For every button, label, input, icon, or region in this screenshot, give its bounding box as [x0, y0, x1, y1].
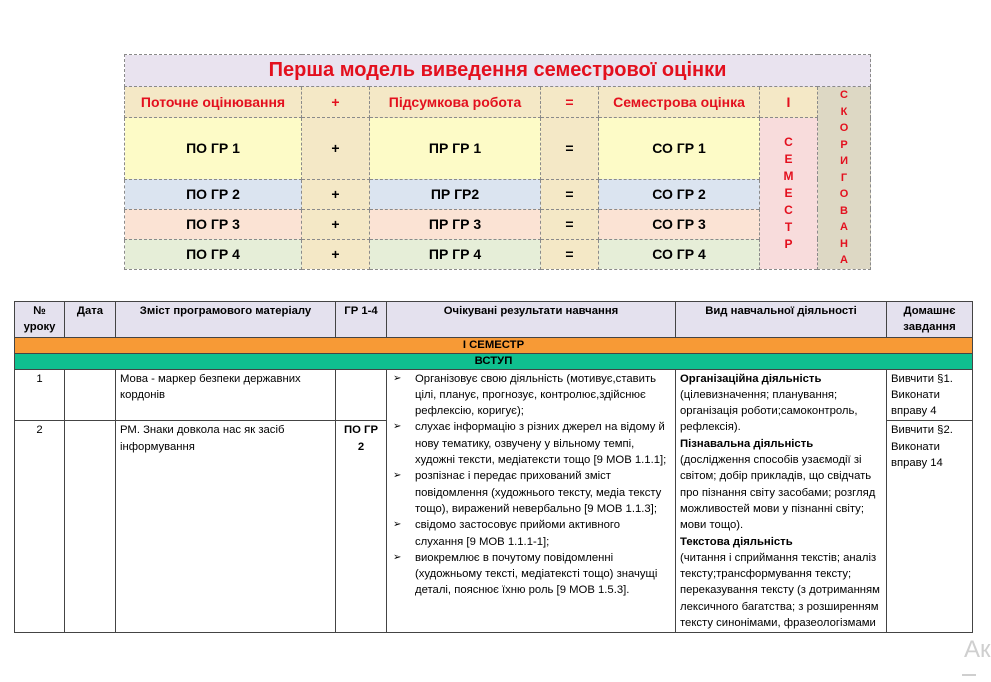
semester-band: І СЕМЕСТР — [15, 337, 973, 353]
lesson-number: 2 — [15, 421, 65, 633]
activity-text: (читання і сприймання текстів; аналіз тексту;трансформування тексту; переказування тексту (з дотриманням лексичного багатства; з розширенням тексту синонімами, фразеологізмами — [680, 551, 880, 630]
model-cell: + — [302, 118, 370, 180]
result-item: ➢ Організовує свою діяльність (мотивує,ставить цілі, планує, прогнозує, контролює,здійснює рефлексію, коригує); — [391, 371, 671, 420]
corrected-letter: А — [840, 254, 848, 266]
activity-heading: Пізнавальна діяльність — [680, 437, 814, 450]
semester-letter: Р — [784, 236, 793, 251]
header-final-work: Підсумкова робота — [370, 87, 541, 118]
model-cell: + — [302, 239, 370, 269]
model-cell: ПО ГР 3 — [125, 209, 302, 239]
col-header-activity: Вид навчальної діяльності — [676, 302, 887, 338]
activity-heading: Організаційна діяльність — [680, 372, 822, 385]
col-header-results: Очікувані результати навчання — [387, 302, 676, 338]
corrected-letter: С — [840, 89, 848, 101]
model-cell: = — [541, 239, 599, 269]
header-current: Поточне оцінювання — [125, 87, 302, 118]
model-cell: ПО ГР 1 — [125, 118, 302, 180]
lesson-date — [65, 421, 116, 633]
header-plus: + — [302, 87, 370, 118]
intro-band: ВСТУП — [15, 353, 973, 369]
watermark-underline — [962, 674, 976, 676]
model-cell: СО ГР 2 — [599, 179, 760, 209]
lesson-plan-table — [14, 301, 972, 633]
model-cell: + — [302, 209, 370, 239]
col-header-number: № уроку — [15, 302, 65, 338]
model-cell: = — [541, 209, 599, 239]
model-cell: СО ГР 1 — [599, 118, 760, 180]
semester-letter: С — [784, 134, 793, 149]
header-semester-grade: Семестрова оцінка — [599, 87, 760, 118]
corrected-letter: Г — [840, 171, 848, 184]
semester-letter: Е — [784, 185, 793, 200]
expected-results-cell — [387, 369, 676, 633]
model-cell: ПО ГР 4 — [125, 239, 302, 269]
result-item: ➢ слухає інформацію з різних джерел на відому й нову тематику, озвучену у вільному темпі, художні тексти, медіатексти тощо [9 МОВ 1.1.1]; — [391, 419, 671, 468]
result-item: ➢ розпізнає і передає прихований зміст повідомлення (художнього тексту, медіа тексту тощо), виражений невербально [9 МОВ 1.1.3]; — [391, 468, 671, 517]
result-item: ➢ виокремлює в почутому повідомленні (художньому тексті, медіатексті тощо) значущі деталі, пояснює їхню роль [9 МОВ 1.5.3]. — [391, 550, 671, 599]
activity-cell — [676, 369, 887, 633]
model-cell: ПР ГР 3 — [370, 209, 541, 239]
corrected-letter: Н — [840, 237, 848, 250]
lesson-group — [336, 369, 387, 421]
corrected-vertical-label — [818, 87, 871, 270]
lesson-group: ПО ГР 2 — [336, 421, 387, 633]
result-item: ➢ свідомо застосовує прийоми активного слухання [9 МОВ 1.1.1-1]; — [391, 517, 671, 550]
col-header-content: Зміст програмового матеріалу — [116, 302, 336, 338]
model-cell: ПР ГР 4 — [370, 239, 541, 269]
activity-text: (цілевизначення; планування; організація роботи;самоконтроль, рефлексія). — [680, 388, 858, 434]
model-cell: = — [541, 118, 599, 180]
lesson-homework: Вивчити §1. Виконати вправу 4 — [887, 369, 973, 421]
col-header-date: Дата — [65, 302, 116, 338]
corrected-letter: А — [840, 221, 848, 233]
model-cell: = — [541, 179, 599, 209]
lesson-homework: Вивчити §2. Виконати вправу 14 — [887, 421, 973, 633]
lesson-content: Мова - маркер безпеки державних кордонів — [116, 369, 336, 421]
model-cell: ПР ГР2 — [370, 179, 541, 209]
corrected-letter: О — [839, 188, 849, 200]
corrected-letter: К — [840, 105, 848, 118]
col-header-homework: Домашнє завдання — [887, 302, 973, 338]
model-cell: СО ГР 4 — [599, 239, 760, 269]
semester-letter: Е — [784, 151, 793, 166]
grading-model-table — [124, 54, 870, 266]
model-cell: + — [302, 179, 370, 209]
corrected-letter: О — [839, 122, 849, 134]
semester-letter: С — [784, 202, 793, 217]
watermark-text: Ак — [964, 636, 991, 663]
lesson-content: РМ. Знаки довкола нас як засіб інформування — [116, 421, 336, 633]
col-header-group: ГР 1-4 — [336, 302, 387, 338]
corrected-letter: В — [840, 204, 848, 217]
corrected-letter: И — [840, 155, 848, 167]
semester-vertical-label — [760, 118, 818, 270]
activity-text: (дослідження способів узаємодії зі світом; добір прикладів, що свідчать про пізнання світу засобами; розгляд можливостей мови у пізнанні світу; мови тощо). — [680, 454, 876, 532]
model-title: Перша модель виведення семестрової оцінки — [125, 55, 871, 87]
corrected-letter: Р — [840, 138, 848, 151]
header-semester-roman: І — [760, 87, 818, 118]
header-equals: = — [541, 87, 599, 118]
lesson-date — [65, 369, 116, 421]
semester-letter: Т — [784, 219, 793, 234]
model-cell: ПР ГР 1 — [370, 118, 541, 180]
lesson-number: 1 — [15, 369, 65, 421]
semester-letter: М — [783, 168, 794, 183]
model-cell: ПО ГР 2 — [125, 179, 302, 209]
activity-heading: Текстова діяльність — [680, 535, 793, 548]
model-cell: СО ГР 3 — [599, 209, 760, 239]
